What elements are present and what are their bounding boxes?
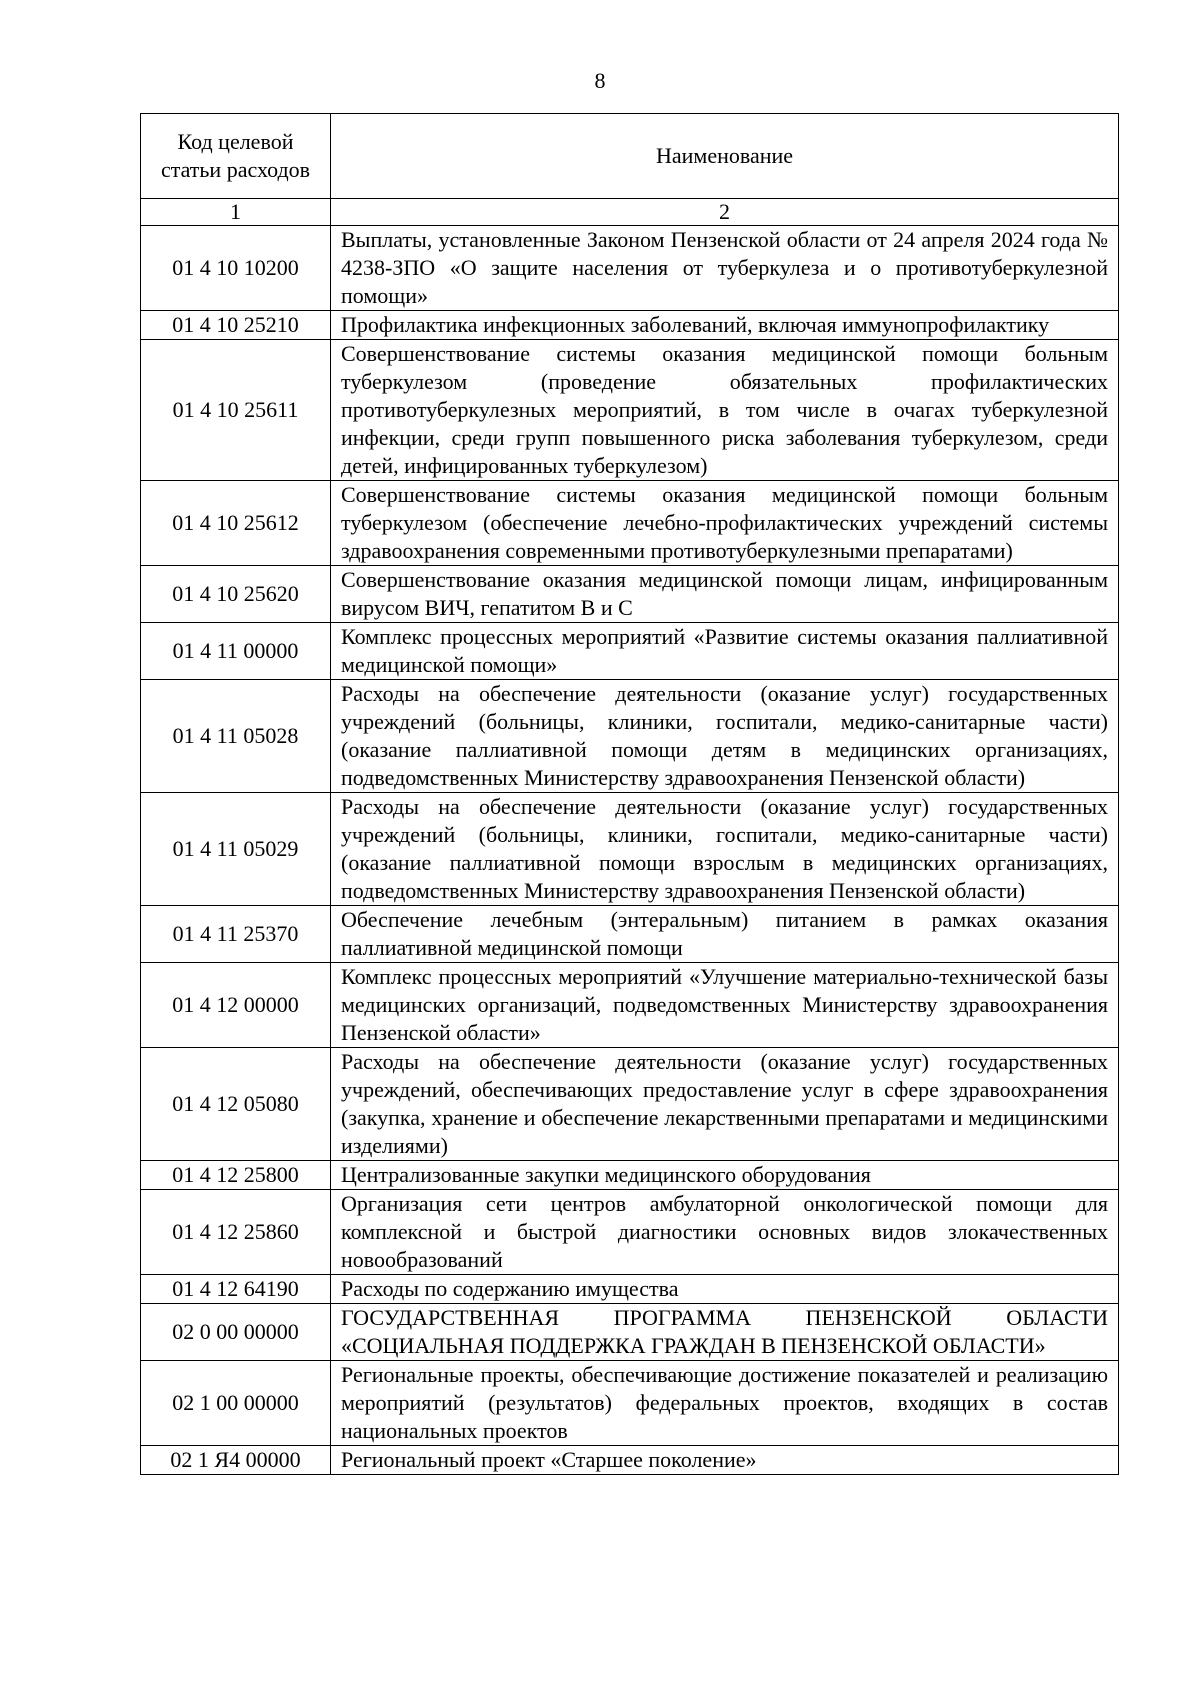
page-number: 8 [594, 68, 606, 93]
table-row [141, 566, 1119, 623]
expenditure-name: Централизованные закупки медицинского оборудования [331, 1161, 1119, 1190]
expenditure-name: ГОСУДАРСТВЕННАЯ ПРОГРАММА ПЕНЗЕНСКОЙ ОБЛАСТИ «СОЦИАЛЬНАЯ ПОДДЕРЖКА ГРАЖДАН В ПЕНЗЕНСКОЙ ОБЛАСТИ» [331, 1304, 1119, 1361]
expenditure-code: 01 4 10 25612 [141, 481, 331, 566]
table-row [141, 623, 1119, 680]
expenditure-name: Совершенствование системы оказания медицинской помощи больным туберкулезом (проведение обязательных профилактических противотуберкулезных мероприятий, в том числе в очагах туберкулезной инфекции, среди групп повышенного риска заболевания туберкулезом, среди детей, инфицированных туберкулезом) [331, 340, 1119, 481]
expenditure-name: Региональные проекты, обеспечивающие достижение показателей и реализацию мероприятий (результатов) федеральных проектов, входящих в состав национальных проектов [331, 1361, 1119, 1446]
table-row [141, 1304, 1119, 1361]
expenditure-code: 01 4 11 05028 [141, 680, 331, 793]
table-row [141, 1361, 1119, 1446]
expenditure-code: 02 1 00 00000 [141, 1361, 331, 1446]
column-header-name: Наименование [331, 114, 1119, 199]
table-row [141, 680, 1119, 793]
expenditure-name: Расходы на обеспечение деятельности (оказание услуг) государственных учреждений (больницы, клиники, госпитали, медико-санитарные части) (оказание паллиативной помощи взрослым в медицинских организациях, подведомственных Министерству здравоохранения Пензенской области) [331, 793, 1119, 906]
expenditure-name: Выплаты, установленные Законом Пензенской области от 24 апреля 2024 года № 4238-ЗПО «О защите населения от туберкулеза и о противотуберкулезной помощи» [331, 226, 1119, 311]
expenditure-name: Комплекс процессных мероприятий «Улучшение материально-технической базы медицинских организаций, подведомственных Министерству здравоохранения Пензенской области» [331, 963, 1119, 1048]
expenditure-code: 01 4 12 25860 [141, 1190, 331, 1275]
target-expenditure-table [140, 113, 1119, 1475]
expenditure-name: Совершенствование системы оказания медицинской помощи больным туберкулезом (обеспечение лечебно-профилактических учреждений системы здравоохранения современными противотуберкулезными препаратами) [331, 481, 1119, 566]
expenditure-name: Организация сети центров амбулаторной онкологической помощи для комплексной и быстрой диагностики основных видов злокачественных новообразований [331, 1190, 1119, 1275]
table-row [141, 906, 1119, 963]
expenditure-name: Расходы по содержанию имущества [331, 1275, 1119, 1304]
table-row [141, 793, 1119, 906]
column-number-row [141, 199, 1119, 226]
column-number-2: 2 [331, 199, 1119, 226]
table-row [141, 311, 1119, 340]
expenditure-name: Комплекс процессных мероприятий «Развитие системы оказания паллиативной медицинской помощи» [331, 623, 1119, 680]
expenditure-code: 01 4 11 00000 [141, 623, 331, 680]
expenditure-code: 01 4 11 05029 [141, 793, 331, 906]
table-row [141, 1190, 1119, 1275]
table-row [141, 226, 1119, 311]
table-row [141, 1446, 1119, 1475]
expenditure-code: 01 4 12 05080 [141, 1048, 331, 1161]
expenditure-name: Обеспечение лечебным (энтеральным) питанием в рамках оказания паллиативной медицинской помощи [331, 906, 1119, 963]
expenditure-code: 01 4 10 10200 [141, 226, 331, 311]
expenditure-name: Профилактика инфекционных заболеваний, включая иммунопрофилактику [331, 311, 1119, 340]
expenditure-code: 01 4 10 25620 [141, 566, 331, 623]
table-row [141, 963, 1119, 1048]
expenditure-code: 01 4 11 25370 [141, 906, 331, 963]
table-row [141, 340, 1119, 481]
table-row [141, 1275, 1119, 1304]
expenditure-code: 01 4 10 25611 [141, 340, 331, 481]
expenditure-name: Региональный проект «Старшее поколение» [331, 1446, 1119, 1475]
table-row [141, 481, 1119, 566]
table-row [141, 1161, 1119, 1190]
table-row [141, 1048, 1119, 1161]
column-header-code: Код целевой статьи расходов [141, 114, 331, 199]
expenditure-name: Расходы на обеспечение деятельности (оказание услуг) государственных учреждений (больницы, клиники, госпитали, медико-санитарные части) (оказание паллиативной помощи детям в медицинских организациях, подведомственных Министерству здравоохранения Пензенской области) [331, 680, 1119, 793]
column-number-1: 1 [141, 199, 331, 226]
expenditure-code: 01 4 12 00000 [141, 963, 331, 1048]
expenditure-name: Совершенствование оказания медицинской помощи лицам, инфицированным вирусом ВИЧ, гепатитом В и С [331, 566, 1119, 623]
expenditure-code: 02 0 00 00000 [141, 1304, 331, 1361]
table-header-row [141, 114, 1119, 199]
expenditure-code: 01 4 10 25210 [141, 311, 331, 340]
expenditure-code: 02 1 Я4 00000 [141, 1446, 331, 1475]
expenditure-code: 01 4 12 25800 [141, 1161, 331, 1190]
expenditure-code: 01 4 12 64190 [141, 1275, 331, 1304]
expenditure-name: Расходы на обеспечение деятельности (оказание услуг) государственных учреждений, обеспечивающих предоставление услуг в сфере здравоохранения (закупка, хранение и обеспечение лекарственными препаратами и медицинскими изделиями) [331, 1048, 1119, 1161]
table-body [141, 226, 1119, 1475]
